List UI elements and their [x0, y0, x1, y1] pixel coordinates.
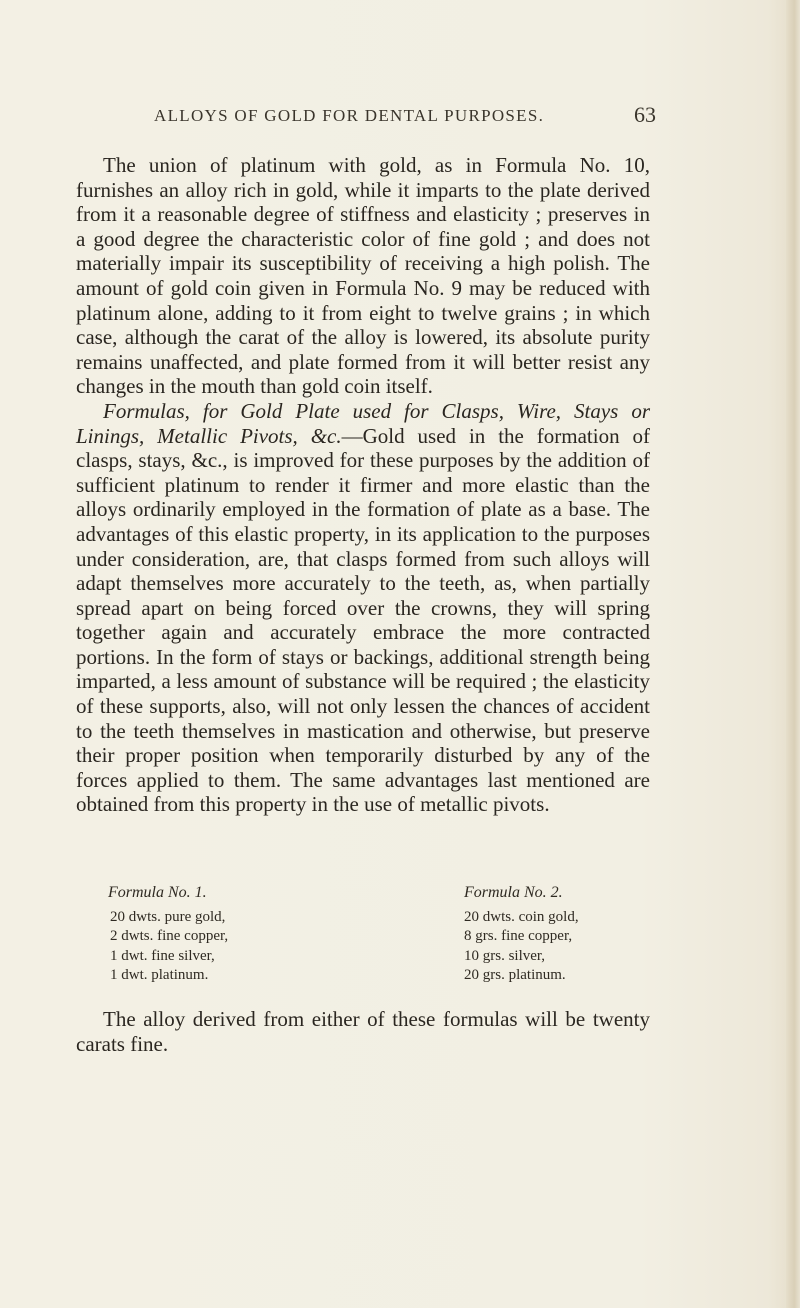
closing-paragraph: The alloy derived from either of these formulas will be twenty carats fine. [76, 1007, 650, 1056]
formula-line: 10 grs. silver, [464, 947, 546, 964]
formula-line: 8 grs. fine copper, [464, 928, 573, 944]
page-edge [786, 0, 800, 1308]
formula-line: 20 dwts. coin gold, [464, 908, 579, 925]
formula-line: 20 grs. platinum. [464, 967, 566, 983]
formula-line: 1 dwt. platinum. [110, 967, 209, 983]
formula-2 [464, 883, 714, 986]
closing-text [76, 1007, 650, 1056]
running-head: ALLOYS OF GOLD FOR DENTAL PURPOSES. [154, 106, 545, 125]
paragraph-clasps-text: —Gold used in the formation of clasps, stays, &c., is improved for these purposes by the addition of sufficient platinum to render it firmer and more elastic than the alloys ordinarily employed in the formation of plate as a base. The advantages of this elastic property, in its application to the purposes under consideration, are, that clasps formed from such alloys will adapt themselves more accurately to the teeth, as, when partially spread apart on being forced over the crowns, they will spring together again and accurately embrace the more contracted portions. In the form of stays or backings, additional strength being imparted, a less amount of substance will be required ; the elasticity of these supports, also, will not only lessen the chances of accident to the teeth themselves in mastication and otherwise, but preserve their proper position when temporarily disturbed by any of the forces applied to them. The same advantages last mentioned are obtained from this property in the use of metallic pivots. [76, 423, 650, 817]
formula-line: 1 dwt. fine silver, [110, 947, 215, 964]
page-number: 63 [634, 102, 656, 127]
formula-line: 2 dwts. fine copper, [110, 928, 229, 944]
formula-title: Formula No. 1. [108, 884, 207, 901]
paragraph-platinum-union: The union of platinum with gold, as in Formula No. 10, furnishes an alloy rich in gold, while it imparts to the plate derived from it a reasonable degree of stiffness and elasticity ; preserves in a good degree the characteristic color of fine gold ; and does not materially impair its susceptibility of receiving a high polish. The amount of gold coin given in Formula No. 9 may be reduced with platinum alone, adding to it from eight to twelve grains ; in which case, although the carat of the alloy is lowered, its absolute purity remains unaffected, and plate formed from it will better resist any changes in the mouth than gold coin itself. [76, 153, 650, 399]
page-header [96, 100, 656, 134]
formula-1 [108, 883, 358, 986]
section-subhead: Formulas, for Gold Plate used for Clasps, Wire, Stays or Linings, Metallic Pivots, &c. [76, 398, 650, 448]
formula-line: 20 dwts. pure gold, [110, 908, 226, 925]
paragraph-clasps [76, 399, 650, 817]
formulas-block [96, 883, 656, 997]
body-text [76, 153, 650, 817]
formula-title: Formula No. 2. [464, 884, 563, 901]
